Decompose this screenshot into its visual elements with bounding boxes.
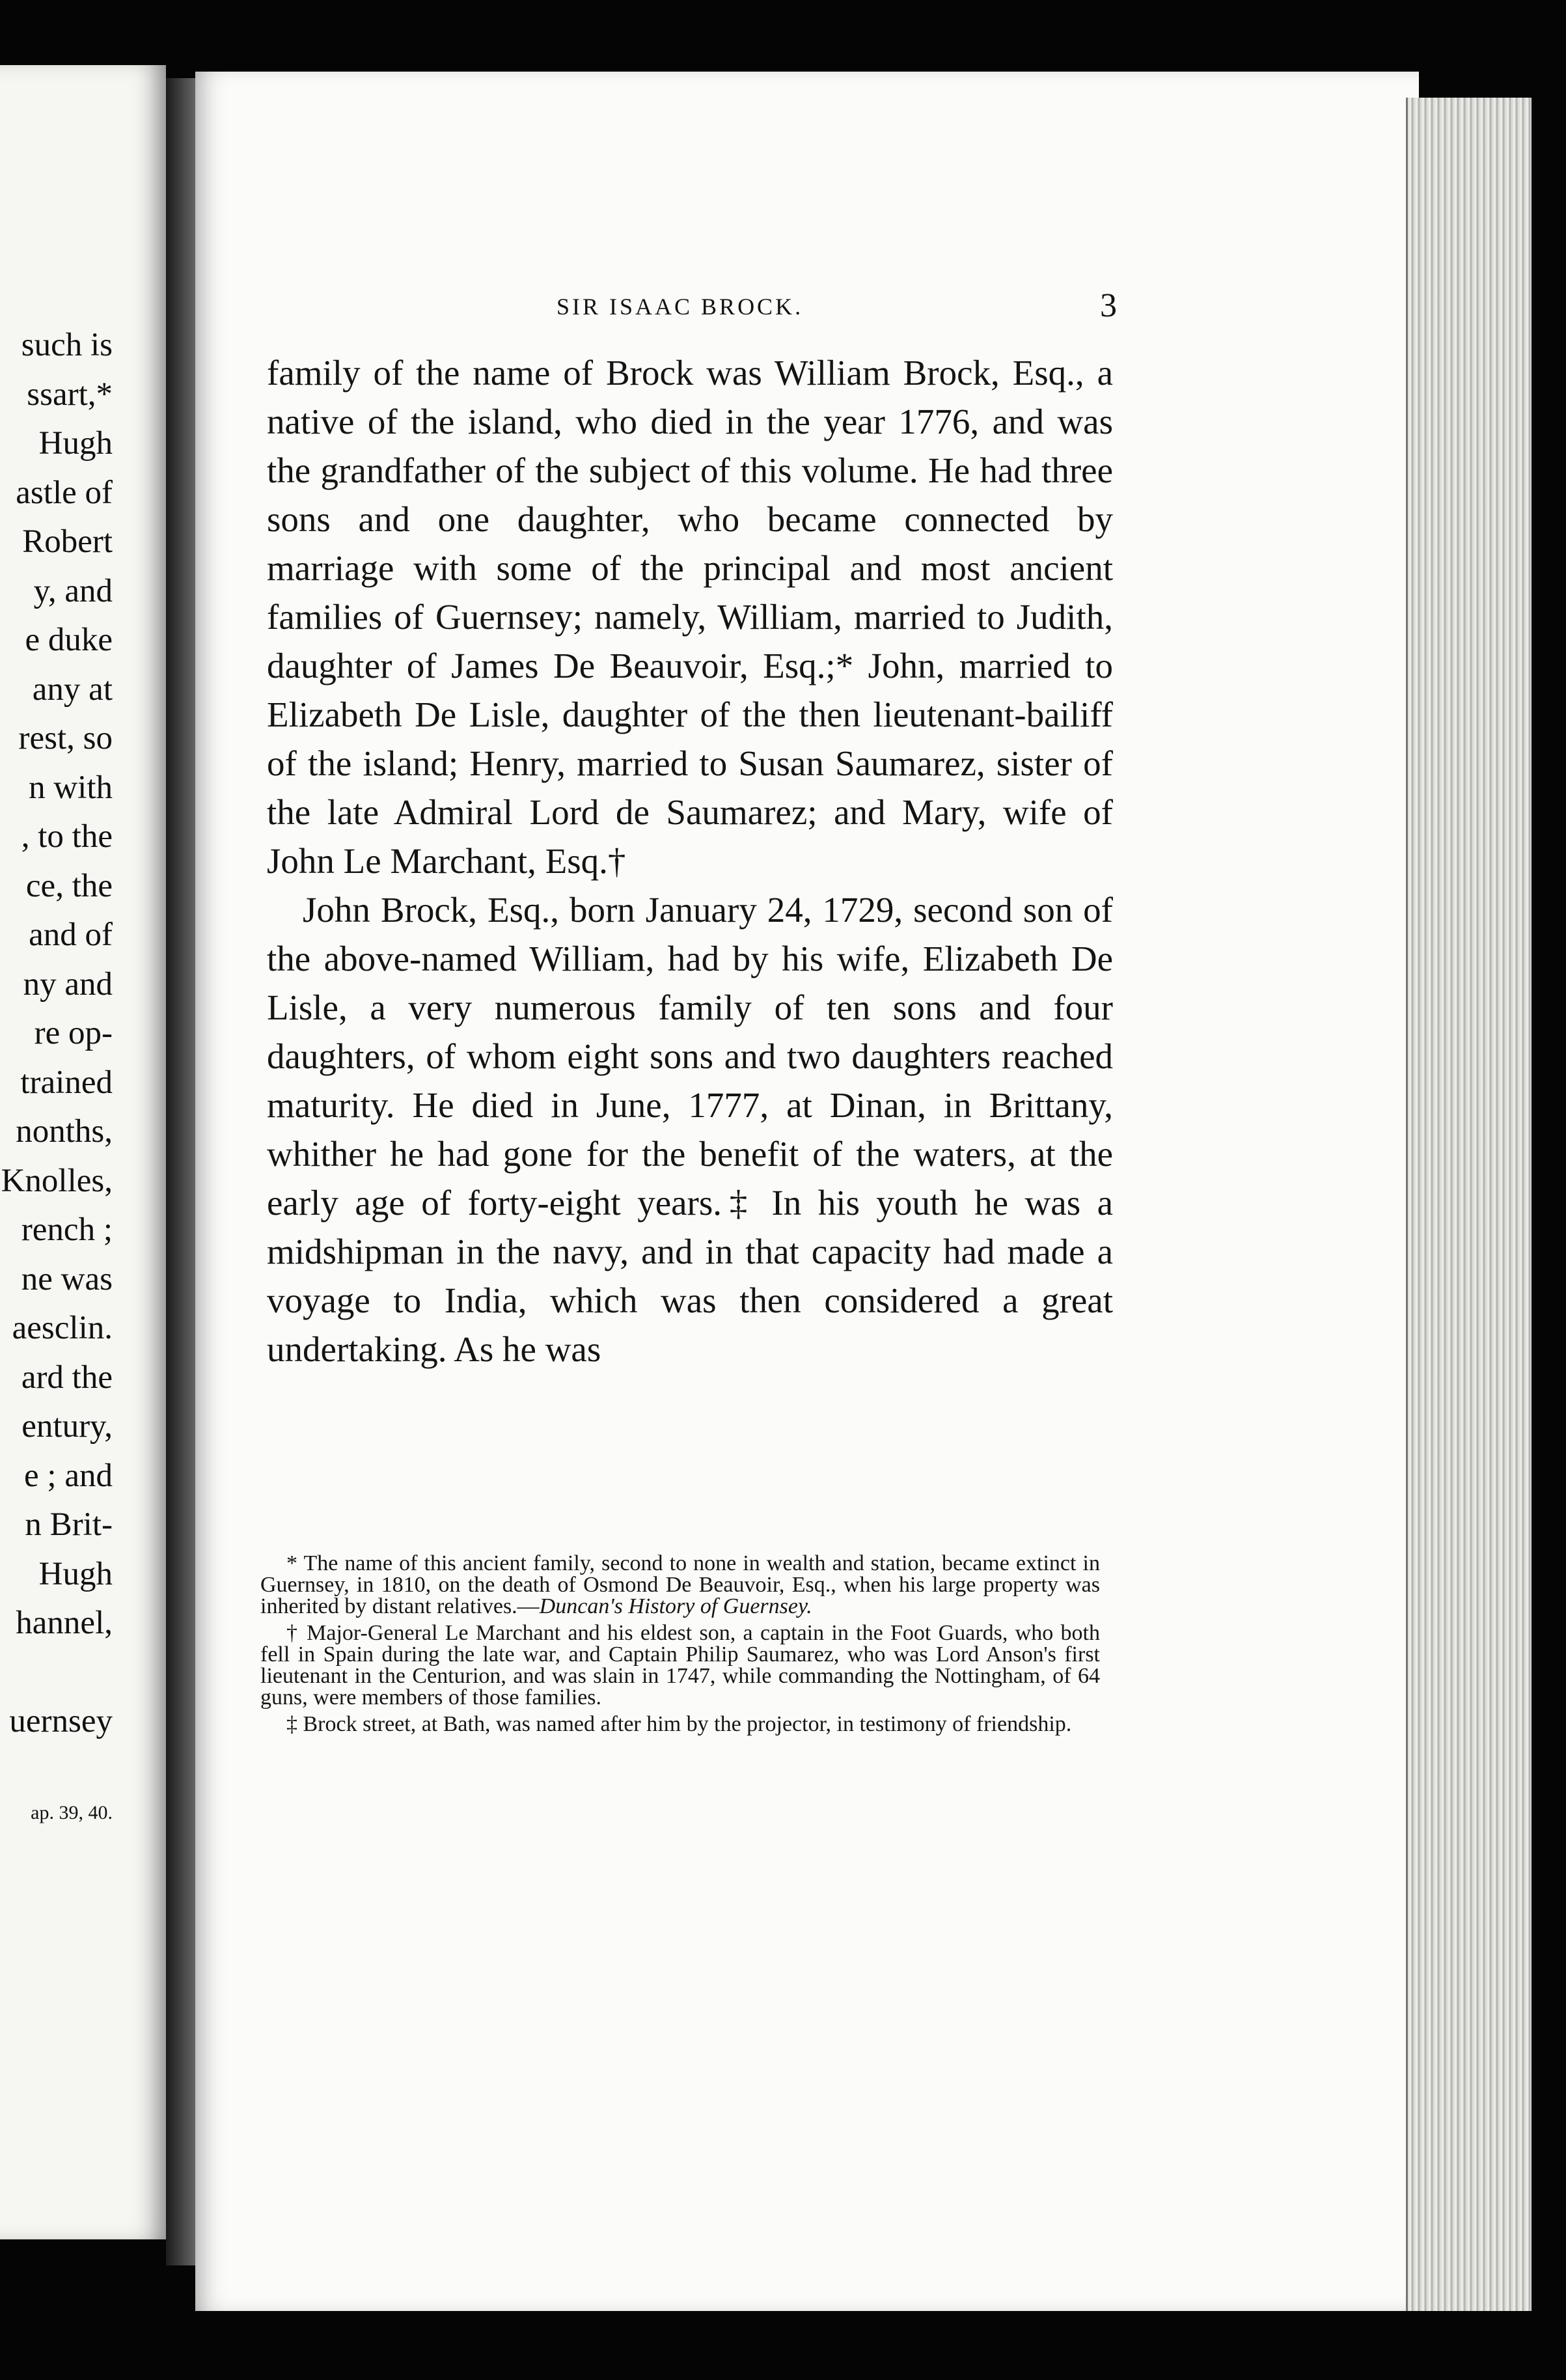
left-page-line: aesclin. [12, 1310, 113, 1346]
page-edges [1406, 98, 1532, 2311]
left-page-line: Robert [22, 523, 113, 560]
left-page-line: e duke [25, 622, 113, 658]
left-page-line: hannel, [16, 1605, 113, 1641]
footnote-1-source: Duncan's History of Guernsey. [539, 1594, 812, 1618]
paragraph-1: family of the name of Brock was William Brock, Esq., a native of the island, who died in the year 1776, and was the grandfather of the subject of this volume. He had three sons and one daughter, who became connected by marriage with some of the principal and most ancient families of Guernsey; namely, William, married to Judith, daughter of James De Beauvoir, Esq.;* John, married to Elizabeth De Lisle, daughter of the then lieutenant-bailiff of the island; Henry, married to Susan Saumarez, sister of the late Admiral Lord de Saumarez; and Mary, wife of John Le Marchant, Esq.† [267, 353, 1113, 881]
left-page-line: n Brit- [25, 1506, 113, 1543]
left-page-line: Hugh [38, 425, 113, 462]
left-page-line: uernsey [9, 1703, 113, 1739]
left-page-line: n with [29, 769, 113, 806]
page-header [195, 286, 1419, 339]
body-text [267, 348, 1113, 1374]
left-page-line: ard the [21, 1359, 113, 1396]
left-page-line: ce, the [25, 867, 113, 904]
left-page-line: , to the [21, 818, 113, 855]
running-head: SIR ISAAC BROCK. [556, 294, 804, 320]
footnote-3: ‡ Brock street, at Bath, was named after him by the projector, in testimony of friendship. [286, 1712, 1072, 1736]
footnotes [260, 1553, 1100, 1740]
footnote-1-text: * The name of this ancient family, second to none in wealth and station, became extinct in Guernsey, in 1810, on the death of Osmond De Beauvoir, Esq., when his large property was inherited by distant relatives.— [260, 1551, 1100, 1618]
left-page-line: and of [29, 917, 113, 953]
left-page-line: any at [32, 671, 113, 708]
left-page-line: ssart,* [27, 376, 113, 413]
footnote-1 [260, 1553, 1100, 1617]
left-page-line: such is [21, 327, 113, 363]
left-page-line: trained [20, 1064, 113, 1101]
left-page [0, 65, 166, 2239]
left-page-line: y, and [33, 572, 113, 609]
paragraph-2: John Brock, Esq., born January 24, 1729, second son of the above-named William, had by his wife, Elizabeth De Lisle, a very numerous family of ten sons and four daughters, of whom eight sons and two daughters reached maturity. He died in June, 1777, at Dinan, in Brittany, whither he had gone for the benefit of the waters, at the early age of forty-eight years.‡ In his youth he was a midshipman in the navy, and in that capacity had made a voyage to India, which was then considered a great undertaking. As he was [267, 890, 1113, 1369]
left-page-line: ne was [21, 1260, 113, 1297]
left-page-line: rench ; [21, 1211, 113, 1248]
left-page-line: Knolles, [1, 1162, 113, 1199]
left-page-line: re op- [34, 1015, 113, 1051]
left-page-line: e ; and [24, 1457, 113, 1494]
left-page-line: Hugh [38, 1555, 113, 1592]
left-page-line: entury, [21, 1408, 113, 1445]
left-page-line: ny and [23, 965, 113, 1003]
left-page-line: nonths, [16, 1113, 113, 1150]
left-page-line: astle of [16, 474, 113, 511]
left-page-footnote-ref: ap. 39, 40. [31, 1802, 113, 1823]
page-number: 3 [1100, 287, 1117, 324]
footnote-2: † Major-General Le Marchant and his eldest son, a captain in the Foot Guards, who both fell in Spain during the late war, and Captain Philip Saumarez, who was Lord Anson's first lieutenant in the Centurion, and was slain in 1747, while commanding the Nottingham, of 64 guns, were members of those families. [260, 1621, 1100, 1709]
left-page-line: rest, so [18, 720, 113, 756]
